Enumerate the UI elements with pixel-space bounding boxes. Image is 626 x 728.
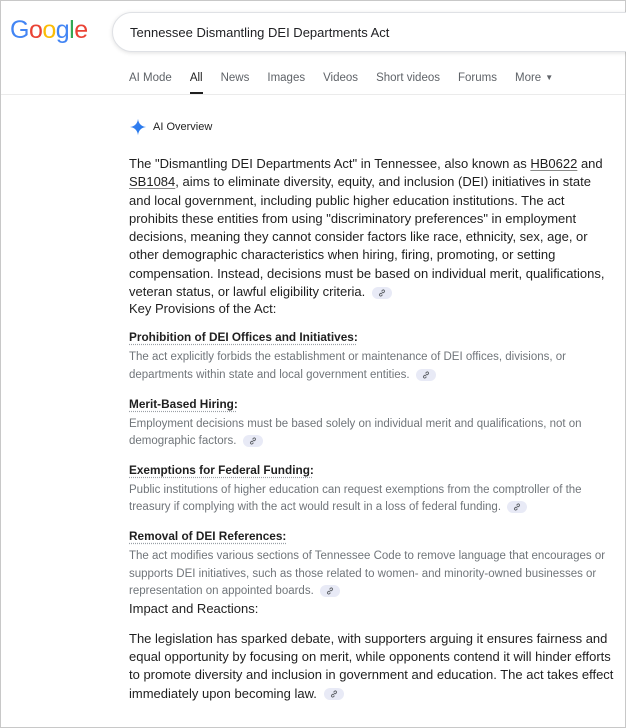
link-icon: [377, 288, 387, 298]
provision-title[interactable]: Removal of DEI References:: [129, 528, 287, 543]
provision-text: [129, 349, 614, 384]
impact-text-body: The legislation has sparked debate, with supporters arguing it ensures fairness and equal opportunity by focusing on merit, while opponents contend it will hinder efforts to promote diversity and inclusion in government and education. The act takes effect immediately upon becoming law.: [129, 630, 614, 701]
intro-text: and: [577, 156, 603, 171]
tab-news[interactable]: News: [220, 72, 250, 84]
provision-text-body: Public institutions of higher education can request exemptions from the comptroller of the treasury if complying with the act would result in a loss of federal funding.: [129, 483, 582, 514]
tab-more[interactable]: [515, 71, 553, 95]
source-link-chip[interactable]: [324, 688, 344, 700]
key-provisions-heading: Key Provisions of the Act:: [129, 301, 277, 317]
sparkle-icon: [129, 118, 147, 136]
source-link-chip[interactable]: [320, 585, 340, 597]
provision-item: [129, 330, 614, 384]
provision-text: [129, 482, 614, 517]
provision-item: [129, 463, 614, 517]
tab-images[interactable]: Images: [267, 72, 306, 84]
intro-text: , aims to eliminate diversity, equity, and inclusion (DEI) initiatives in state and local government, including public higher education institutions. The act prohibits these entities from using "discriminatory preferences" in employment decisions, meaning they cannot consider factors like race, ethnicity, sex, age, or other demographic characteristics when hiring, firing, promoting, or setting compensation. Instead, decisions must be based on individual merit, qualifications, veteran status, or lawful eligibility criteria.: [129, 174, 605, 300]
provision-text: [129, 548, 614, 601]
provision-text-body: The act explicitly forbids the establishment or maintenance of DEI offices, divisions, or departments within state and local government entities.: [129, 351, 566, 381]
source-link-chip[interactable]: [372, 287, 392, 299]
caret-down-icon: ▼: [545, 73, 554, 82]
google-logo[interactable]: [10, 15, 88, 45]
ai-overview-label: AI Overview: [153, 121, 213, 133]
tab-ai-mode[interactable]: AI Mode: [129, 72, 172, 84]
link-icon: [421, 370, 431, 380]
search-tabs: [129, 71, 571, 95]
link-icon: [512, 502, 522, 512]
tab-videos[interactable]: Videos: [323, 72, 359, 84]
ai-overview: [129, 116, 614, 703]
bill-link-sb1084[interactable]: SB1084: [129, 174, 176, 190]
tab-more-label: More: [514, 72, 542, 85]
source-link-chip[interactable]: [507, 501, 527, 513]
provision-item: [129, 529, 614, 601]
provision-title[interactable]: Prohibition of DEI Offices and Initiatives:: [129, 330, 358, 345]
provision-title[interactable]: Merit-Based Hiring:: [129, 396, 238, 411]
source-link-chip[interactable]: [243, 435, 263, 447]
intro-text: The "Dismantling DEI Departments Act" in Tennessee, also known as: [129, 156, 531, 171]
link-icon: [248, 436, 258, 446]
impact-heading: Impact and Reactions:: [129, 600, 259, 616]
logo-letter: G: [10, 16, 29, 44]
tab-forums[interactable]: Forums: [458, 72, 497, 84]
source-link-chip[interactable]: [416, 369, 436, 381]
tab-short-videos[interactable]: Short videos: [376, 72, 440, 84]
logo-letter: o: [42, 16, 56, 44]
search-box[interactable]: [112, 12, 626, 52]
provision-text-body: The act modifies various sections of Tennessee Code to remove language that encourages or supports DEI initiatives, such as those related to women- and minority-owned businesses or representation on appointed boards.: [129, 549, 606, 598]
provision-item: [129, 397, 614, 451]
link-icon: [325, 586, 335, 596]
logo-letter: e: [74, 16, 88, 44]
logo-letter: l: [69, 16, 75, 44]
bill-link-hb0622[interactable]: HB0622: [530, 156, 578, 171]
header-divider: [1, 94, 625, 95]
logo-letter: g: [55, 16, 70, 44]
overview-intro: [129, 155, 614, 301]
search-input[interactable]: [130, 22, 610, 42]
provision-text: [129, 416, 614, 451]
provision-title[interactable]: Exemptions for Federal Funding:: [129, 462, 314, 477]
provision-text-body: Employment decisions must be based solely on individual merit and qualifications, not on demographic factors.: [129, 417, 582, 448]
link-icon: [329, 689, 339, 699]
tab-all[interactable]: All: [190, 71, 203, 95]
logo-letter: o: [28, 16, 43, 44]
impact-text: [129, 630, 614, 703]
ai-overview-header: [129, 116, 614, 138]
